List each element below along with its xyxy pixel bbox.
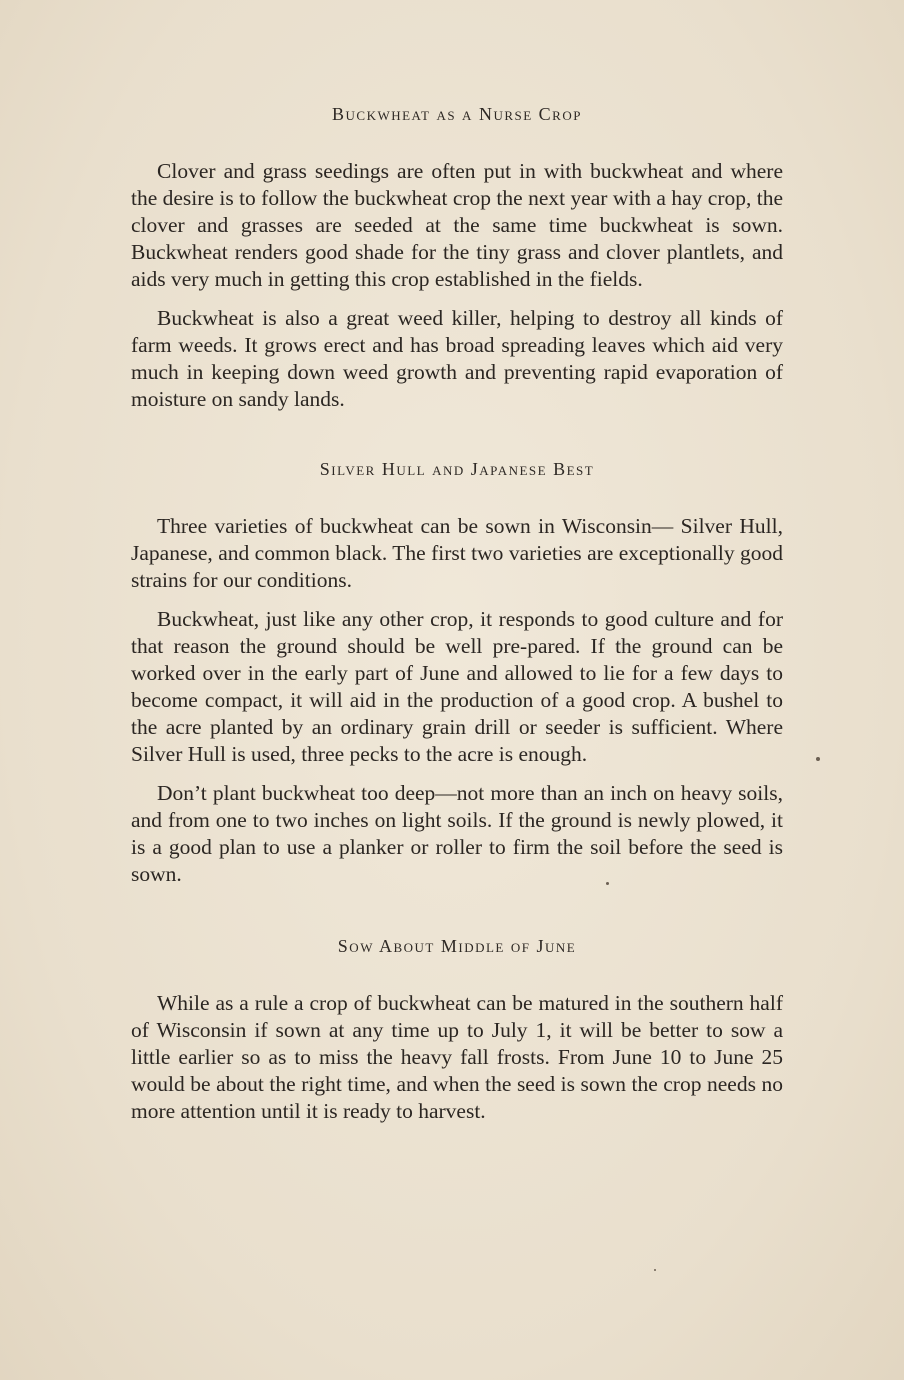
paragraph-nurse-crop-1: Clover and grass seedings are often put in with buckwheat and where the desire is to follow the buckwheat crop the next year with a hay crop, the clover and grasses are seeded at the same time buckwheat is sown. Buckwheat renders good shade for the tiny grass and clover plantlets, and aids very much in getting this crop established in the fields. — [131, 159, 783, 291]
section-heading-nurse-crop: Buckwheat as a Nurse Crop — [332, 104, 582, 124]
page-body — [131, 104, 783, 1125]
section-heading-silver-hull: Silver Hull and Japanese Best — [319, 459, 595, 479]
paragraph-sow-june-1: While as a rule a crop of buckwheat can be matured in the southern half of Wisconsin if sown at any time up to July 1, it will be better to sow a little earlier so as to miss the heavy fall frosts. From June 10 to June 25 would be about the right time, and when the seed is sown the crop needs no more attention until it is ready to harvest. — [131, 991, 783, 1123]
paper-speck — [816, 757, 820, 761]
paragraph-silver-hull-1: Three varieties of buckwheat can be sown in Wisconsin— Silver Hull, Japanese, and common black. The first two varieties are exceptionally good strains for our conditions. — [131, 514, 783, 592]
paragraph-nurse-crop-2: Buckwheat is also a great weed killer, helping to destroy all kinds of farm weeds. It grows erect and has broad spreading leaves which aid very much in keeping down weed growth and preventing rapid evaporation of moisture on sandy lands. — [131, 306, 783, 411]
section-heading-sow-june: Sow About Middle of June — [337, 936, 577, 956]
paragraph-silver-hull-3: Don’t plant buckwheat too deep—not more than an inch on heavy soils, and from one to two inches on light soils. If the ground is newly plowed, it is a good plan to use a planker or roller to firm the soil before the seed is sown. — [131, 781, 783, 886]
paper-speck — [654, 1269, 656, 1271]
paper-speck — [606, 882, 609, 885]
paragraph-silver-hull-2: Buckwheat, just like any other crop, it responds to good culture and for that reason the ground should be well pre-pared. If the ground can be worked over in the early part of June and allowed to lie for a few days to become compact, it will aid in the production of a good crop. A bushel to the acre planted by an ordinary grain drill or seeder is sufficient. Where Silver Hull is used, three pecks to the acre is enough. — [131, 607, 783, 766]
